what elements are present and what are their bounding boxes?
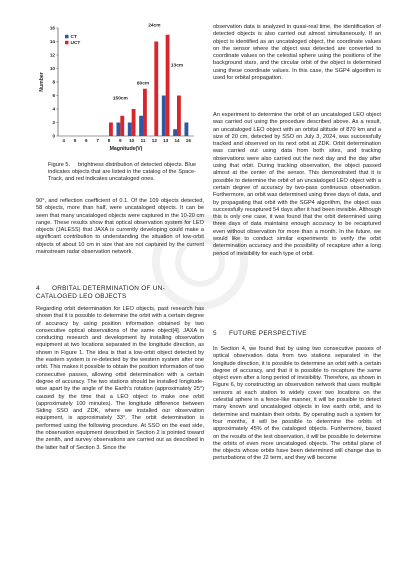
y-tick-label: 10 bbox=[49, 66, 55, 72]
x-tick-label: 7 bbox=[96, 138, 99, 143]
figure-caption-text: brightness distribution of detected objects. Blue indicates objects that are listed in the catalog of the Space-Track, and red indicates uncataloged ones. bbox=[48, 162, 196, 183]
size-annotation: 150cm bbox=[112, 96, 128, 102]
y-tick-label: 0 bbox=[52, 133, 55, 139]
x-tick-label: 15 bbox=[185, 138, 191, 143]
section-4-heading bbox=[36, 285, 204, 300]
figure-label: Figure 5. bbox=[48, 162, 71, 168]
x-tick-label: 5 bbox=[73, 138, 77, 143]
bar-ct bbox=[139, 116, 143, 136]
bar-uct bbox=[143, 89, 147, 136]
bar-uct bbox=[120, 116, 124, 136]
bar-ct bbox=[116, 123, 120, 137]
figure-5-chart bbox=[36, 20, 204, 160]
bar-ct bbox=[128, 123, 132, 137]
right-paragraph-3: In Section 4, we found that by using two consecutive passes of optical observation data from two stations separated in the longitude direction, it is possible to determine an orbit with a certain degree of accuracy, and that it is possible to recapture the same object even after a long period of invisibility. Therefore, as shown in Figure 6, by constructing an observation network that uses multiple sensors at each station to widely cover two locations on the celestial sphere in a fence-like manner, it will be possible to detect many known and uncataloged objects in low earth orbit, and to determine and maintain their orbits. By operating such a system for four months, it will be possible to determine the orbits of approximately 45% of the cataloged objects. Furthermore, based on the results of the test observation, it will be possible to determine the orbits of even more uncataloged objects. The orbital plane of the objects whose orbits have been determined will change due to perturbations of the J2 term, and they will become bbox=[213, 346, 381, 462]
size-annotation: 13cm bbox=[170, 63, 184, 69]
y-tick-label: 14 bbox=[49, 39, 55, 45]
legend-label-ct: CT bbox=[70, 35, 77, 40]
y-axis-label: Number bbox=[39, 72, 45, 92]
left-paragraph-2: Regarding orbit determination for LEO objects, past research has shown that it is possible to determine the orbit with a certain degree of accuracy by using position information obtained by two consecutive optical observations of the same object[4]. JAXA is conducting research and development by installing observation equipment at two locations separated in the longitude direction, as shown in Figure 1. The idea is that a low-orbit object detected by the eastern system is re-detected by the western system after one orbit. This makes it possible to obtain the position information of two consecutive passes, allowing orbit determination with a certain degree of accuracy. The two stations should be installed longitude-wise apart by the angle of the Earth's rotation (approximately 25°) caused by the time that a LEO object to make one orbit (approximately 100 minutes). The longitude difference between Siding SSO and ZDK, where we installed our observation equipment, is approximately 33°. The orbit determination is performed using the following procedure. At SSO on the east side, the observation equipment described in Section 2 is pointed toward the zenith, and survey observations are carried out as described in the latter half of Section 3. Since the bbox=[36, 306, 204, 451]
bar-uct bbox=[154, 42, 158, 137]
bar-uct bbox=[132, 109, 136, 136]
x-tick-label: 4 bbox=[62, 138, 65, 143]
size-annotation: 24cm bbox=[148, 23, 161, 29]
figure-caption bbox=[48, 162, 196, 183]
y-tick-label: 4 bbox=[52, 106, 55, 112]
x-tick-label: 11 bbox=[140, 138, 146, 143]
size-annotation: 60cm bbox=[136, 81, 150, 87]
bar-uct bbox=[166, 35, 170, 136]
x-tick-label: 14 bbox=[174, 138, 180, 143]
section-4-title: ORBITAL DETERMINATION OF UN-CATALOGED LEO OBJECTS bbox=[36, 285, 166, 300]
x-tick-label: 6 bbox=[85, 138, 88, 143]
y-tick-label: 2 bbox=[52, 120, 55, 126]
bar-uct bbox=[177, 96, 181, 137]
legend-swatch-uct bbox=[65, 41, 69, 45]
section-5-number: 5 bbox=[213, 330, 217, 337]
right-paragraph-1: observation data is analyzed in quasi-real time, the identification of detected objects is also carried out almost simultaneously. If an object is identified as an uncataloged object, the coordinate values on the sensor where the object was detected are converted to coordinate values on the celestial sphere using the positions of the background stars, and the circular orbit of the object is determined using these coordinate values. In this case, the SGP4 algorithm is used for orbital propagation. bbox=[213, 24, 381, 82]
y-tick-label: 12 bbox=[49, 52, 55, 58]
bar-ct bbox=[173, 129, 177, 136]
x-tick-label: 10 bbox=[129, 138, 135, 143]
x-tick-label: 13 bbox=[163, 138, 169, 143]
left-paragraph-1: 90°, and reflection coefficient of 0.1. Of the 109 objects detected, 58 objects, more than half, were uncataloged objects. It can be seen that many uncataloged objects were captured in the 10-20 cm range. These results show that optical observation system for LEO objects (JALESS) that JAXA is currently developing could make a significant contribution to understanding the situation of low-orbit objects of about 10 cm in size that are not captured by the current mainstream radar observation network. bbox=[36, 198, 204, 256]
right-paragraph-2: An experiment to determine the orbit of an uncataloged LEO object was carried out using the procedure described above. As a result, an uncataloged LEO object with an orbital altitude of 870 km and a size of 20 cm, detected by SSO on July 3, 2024, was successfully tracked and observed on its next orbit at ZDK. Orbit determination was carried out using data from both sites, and tracking observations were also carried out the next day and the day after using that orbit. During tracking observation, the object passed almost at the center of the sensor. This demonstrated that it is possible to determine the orbit of an uncataloged LEO object with a certain degree of accuracy by two-pass continuous observation. Furthermore, an orbit was determined using three days of data, and by propagating that orbit with the SGP4 algorithm, the object was successfully recaptured 54 days after it had been invisible. Although this is only one case, it was found that the orbit determined using three days of data maintains enough accuracy to be recaptured even without observation for more than a month. In the future, we would like to conduct similar experiments to verify the orbit determination accuracy and the possibility of recapture after a long period of invisibility for each type of orbit. bbox=[213, 112, 381, 257]
bar-chart bbox=[36, 20, 204, 160]
section-5-heading bbox=[213, 330, 381, 338]
x-tick-label: 12 bbox=[151, 138, 157, 143]
x-axis-label: Magnitude(V) bbox=[109, 146, 143, 152]
section-4-number: 4 bbox=[36, 285, 40, 292]
x-tick-label: 9 bbox=[119, 138, 122, 143]
bar-ct bbox=[184, 123, 188, 137]
y-tick-label: 8 bbox=[52, 79, 55, 85]
section-5-title: FUTURE PERSPECTIVE bbox=[229, 330, 307, 337]
y-tick-label: 6 bbox=[52, 93, 55, 99]
y-tick-label: 16 bbox=[49, 25, 55, 31]
bar-uct bbox=[109, 123, 113, 137]
legend-swatch-ct bbox=[65, 35, 69, 39]
legend-label-uct: UCT bbox=[70, 41, 81, 46]
bar-ct bbox=[162, 96, 166, 137]
x-tick-label: 8 bbox=[107, 138, 111, 143]
